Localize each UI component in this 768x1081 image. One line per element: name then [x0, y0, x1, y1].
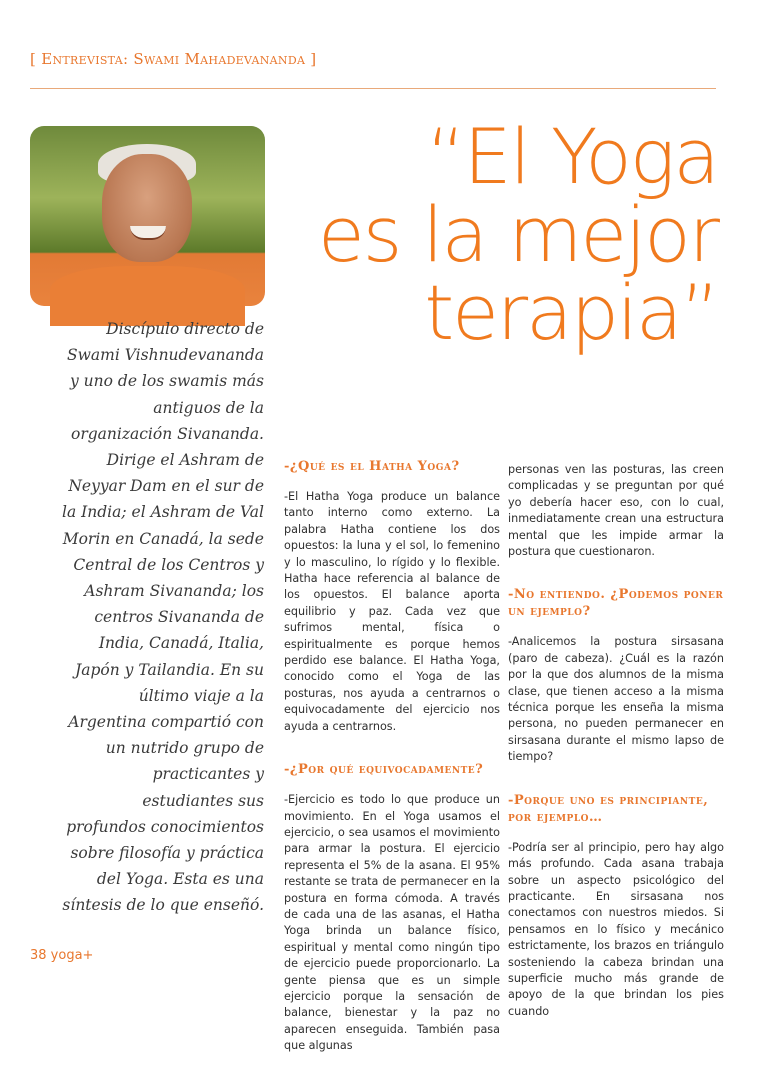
headline-line-2: es la mejor: [317, 190, 718, 279]
portrait-face: [102, 154, 192, 262]
section-header: [ Entrevista: Swami Mahadevananda ]: [30, 50, 317, 68]
question-heading: -¿Qué es el Hatha Yoga?: [284, 459, 460, 474]
page-footer: 38 yoga+: [30, 948, 94, 963]
question-heading: -¿Por qué equivocadamente?: [284, 762, 484, 778]
answer-paragraph: -Podría ser al principio, pero hay algo más profundo. Cada asana trabaja sobre un aspecto psicológico del practicante. En sirsasana nos conectamos con nuestros miedos. Si pensamos en lo físico y mecánico estrictamente, los brazos en triángulo sosteniendo la cabeza brindan una superficie mucho más grande de apoyo de la que brindan los pies cuando: [508, 840, 724, 1018]
answer-paragraph: -Ejercicio es todo lo que produce un movimiento. En el Yoga usamos el ejercicio, o sea usamos el movimiento para armar la postura. El ejercicio representa el 5% de la asana. El 95% restante se trata de permanecer en la postura en forma cómoda. A través de cada una de las asanas, el Hatha Yoga brinda un balance físico, espiritual y mental como ningún tipo de ejercicio puede proporcionarlo. La gente piensa que es un simple ejercicio porque la sensación de balance, bienestar y la paz no aparecen enseguida. También pasa que algunas: [284, 793, 500, 1053]
question-heading: -Porque uno es principiante, por ejemplo…: [508, 792, 709, 825]
portrait-photo: [30, 126, 265, 306]
headline-line-3: terapia”: [424, 268, 718, 357]
question-heading: -No entiendo. ¿Podemos poner un ejemplo?: [508, 587, 724, 620]
answer-paragraph: -Analicemos la postura sirsasana (paro de cabeza). ¿Cuál es la razón por la que dos alumnos de la misma clase, que tienen acceso a la misma técnica porque les enseña la misma persona, no pueden permanecer en sirsasana durante el mismo lapso de tiempo?: [508, 635, 724, 764]
bio-caption: Discípulo directo de Swami Vishnudevananda y uno de los swamis más antiguos de la organización Sivananda. Dirige el Ashram de Neyyar Dam en el sur de la India; el Ashram de Val Morin en Canadá, la sede Central de los Centros y Ashram Sivananda; los centros Sivananda de India, Canadá, Italia, Japón y Tailandia. En su último viaje a la Argentina compartió con un nutrido grupo de practicantes y estudiantes sus profundos conocimientos sobre filosofía y práctica del Yoga. Esta es una síntesis de lo que enseñó.: [62, 320, 264, 915]
article-headline: [288, 112, 718, 357]
article-column-1: [284, 458, 500, 1081]
header-divider: [30, 88, 716, 89]
answer-paragraph: personas ven las posturas, las creen complicadas y se preguntan por qué yo debería hacer eso, con lo cual, inmediatamente crean una estructura mental que les impide armar la postura que cuestionaron.: [508, 463, 724, 559]
headline-line-1: “El Yoga: [426, 112, 718, 201]
answer-paragraph: -El Hatha Yoga produce un balance tanto interno como externo. La palabra Hatha contiene los dos opuestos: la luna y el sol, lo femenino y lo masculino, lo rígido y lo flexible. Hatha hace referencia al balance de los opuestos. El balance aporta equilibrio y paz. Cada vez que sufrimos mental, física o espiritualmente es porque hemos perdido ese balance. El Hatha Yoga, conocido como el Yoga de las posturas, nos ayuda a centrarnos o equivocadamente del ejercicio nos ayuda a centrarnos.: [284, 490, 500, 733]
article-column-2: [508, 462, 724, 1046]
